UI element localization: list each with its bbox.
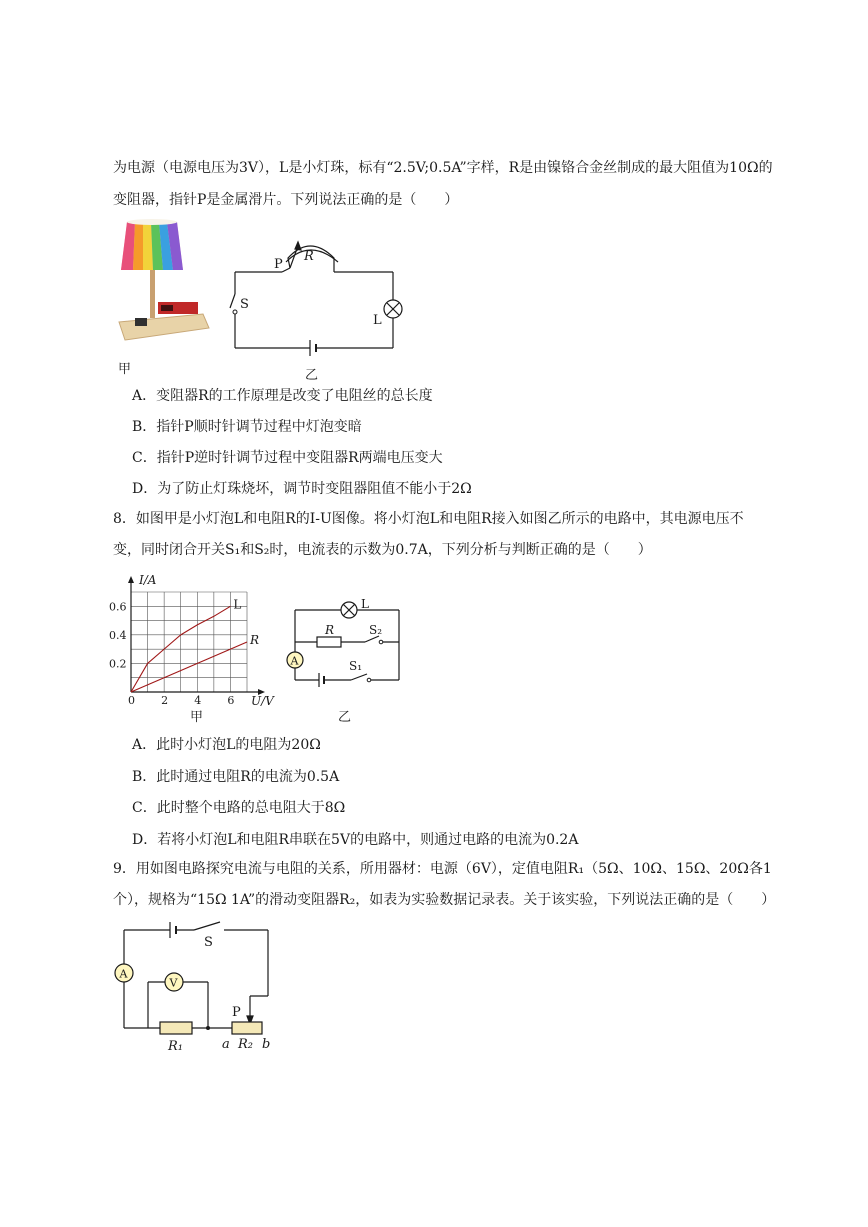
q8-circuit-diagram — [285, 596, 405, 696]
lamp-photo — [113, 218, 213, 348]
q8-ammeter-label: A — [290, 654, 299, 668]
q7-stem-line-1: 为电源（电源电压为3V），L是小灯珠，标有“2.5V;0.5A”字样，R是由镍铬合金丝制成的最大阻值为10Ω的 — [113, 160, 773, 176]
q9-circuit-label-r2: R₂ — [238, 1037, 253, 1052]
q9-voltmeter-label: V — [169, 976, 178, 990]
q8-fig-label-jia: 甲 — [190, 710, 204, 725]
q8-circuit-label-s1: S₁ — [349, 659, 363, 673]
q8-circuit-label-l: L — [361, 597, 369, 611]
q8-option-c[interactable]: C．此时整个电路的总电阻大于8Ω — [132, 800, 346, 816]
series-label-R: R — [250, 633, 260, 647]
x-tick-label: 6 — [227, 694, 235, 707]
q7-option-a[interactable]: A．变阻器R的工作原理是改变了电阻丝的总长度 — [132, 388, 433, 404]
q9-circuit-diagram — [110, 918, 280, 1058]
q7-fig-label-yi: 乙 — [305, 368, 319, 383]
iu-chart — [105, 573, 274, 708]
y-tick-label: 0.4 — [109, 628, 127, 642]
q9-stem-line-1: 9．用如图电路探究电流与电阻的关系，所用器材：电源（6V），定值电阻R₁（5Ω、10Ω、15Ω、20Ω各1 — [113, 861, 772, 877]
q7-option-c[interactable]: C．指针P逆时针调节过程中变阻器R两端电压变大 — [132, 450, 443, 466]
q8-circuit-label-s2: S₂ — [369, 623, 383, 637]
x-axis-label: U/V — [251, 694, 274, 708]
q7-circuit-diagram — [230, 228, 410, 358]
q7-option-b[interactable]: B．指针P顺时针调节过程中灯泡变暗 — [132, 419, 362, 435]
q7-circuit-label-s: S — [240, 297, 249, 312]
x-tick-label: 4 — [194, 694, 202, 707]
q7-circuit-label-l: L — [373, 313, 382, 328]
x-tick-label: 2 — [161, 694, 169, 707]
q7-stem-line-2: 变阻器，指针P是金属滑片。下列说法正确的是（ ） — [113, 192, 459, 208]
y-tick-label: 0.2 — [109, 657, 127, 671]
series-line-R — [131, 642, 247, 692]
q9-circuit-label-a: a — [222, 1037, 230, 1052]
q7-circuit-label-r: R — [304, 249, 314, 264]
q9-circuit-label-s: S — [204, 935, 213, 950]
series-label-L: L — [233, 597, 242, 612]
q8-stem-line-1: 8．如图甲是小灯泡L和电阻R的I-U图像。将小灯泡L和电阻R接入如图乙所示的电路中，其电源电压不 — [113, 511, 744, 527]
q9-circuit-label-b: b — [262, 1037, 271, 1052]
q8-circuit-label-r: R — [325, 623, 335, 637]
y-tick-label: 0.6 — [109, 600, 127, 614]
x-tick-label: 0 — [128, 694, 135, 707]
q7-option-d[interactable]: D．为了防止灯珠烧坏，调节时变阻器阻值不能小于2Ω — [132, 481, 472, 497]
q8-option-b[interactable]: B．此时通过电阻R的电流为0.5A — [132, 769, 340, 785]
q7-circuit-label-p: P — [274, 257, 283, 272]
q9-circuit-label-p: P — [232, 1005, 241, 1020]
q8-stem-line-2: 变，同时闭合开关S₁和S₂时，电流表的示数为0.7A，下列分析与判断正确的是（ ） — [113, 542, 652, 558]
q8-option-a[interactable]: A．此时小灯泡L的电阻为20Ω — [132, 737, 321, 753]
q7-fig-label-jia: 甲 — [118, 362, 132, 377]
y-axis-label: I/A — [139, 573, 157, 587]
q9-stem-line-2: 个），规格为“15Ω 1A”的滑动变阻器R₂，如表为实验数据记录表。关于该实验，下列说法正确的是（ ） — [113, 892, 776, 908]
q9-circuit-label-r1: R₁ — [168, 1039, 183, 1054]
q8-fig-label-yi: 乙 — [338, 710, 352, 725]
q9-ammeter-label: A — [119, 967, 128, 981]
lampshade-icon — [121, 219, 183, 270]
y-axis-arrow — [128, 576, 134, 583]
q8-option-d[interactable]: D．若将小灯泡L和电阻R串联在5V的电路中，则通过电路的电流为0.2A — [132, 832, 579, 848]
